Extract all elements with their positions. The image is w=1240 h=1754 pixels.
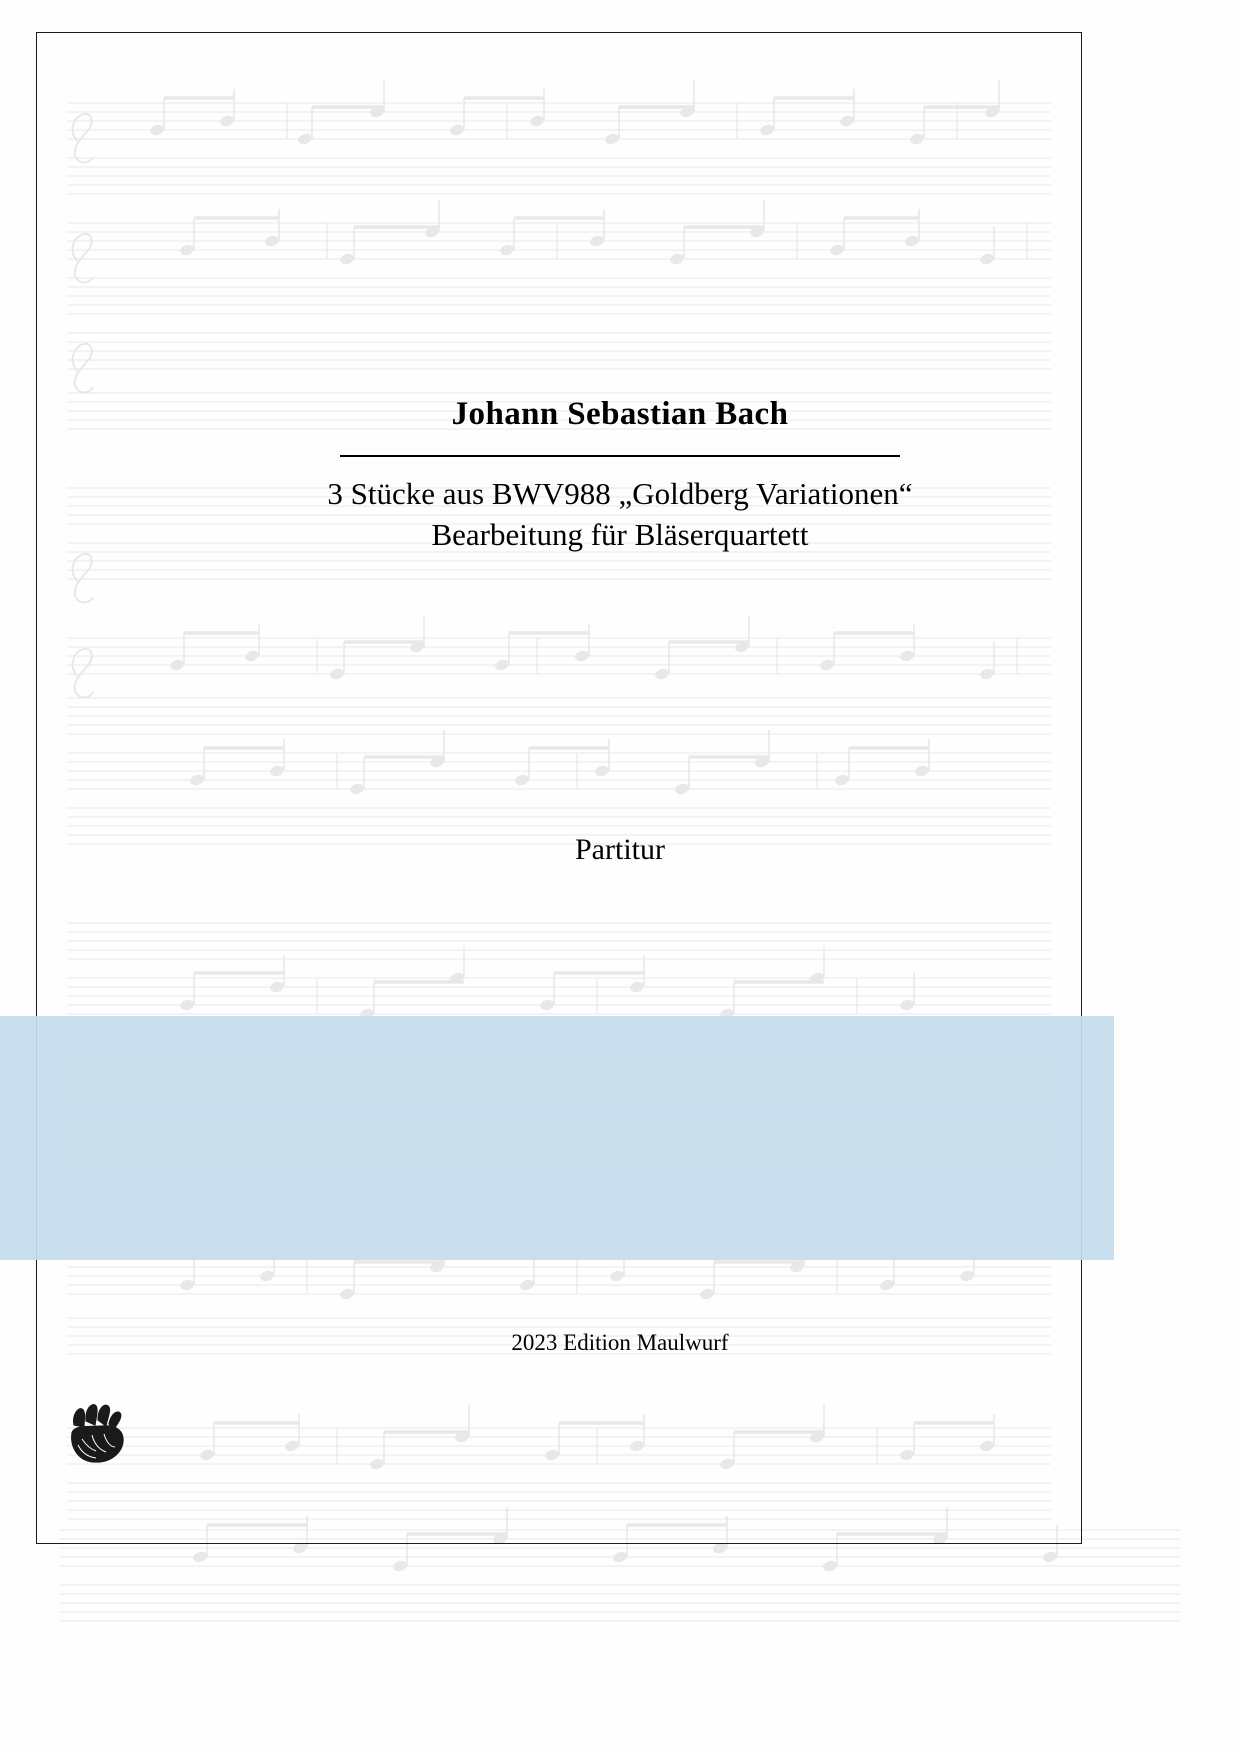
title-block	[0, 396, 1240, 555]
work-title: 3 Stücke aus BWV988 „Goldberg Variationen“	[327, 475, 913, 511]
mole-paw-icon	[60, 1395, 138, 1473]
publisher-line: 2023 Edition Maulwurf	[511, 1330, 729, 1355]
work-subtitle: Bearbeitung für Bläserquartett	[431, 517, 809, 553]
page-frame	[36, 32, 1082, 1544]
title-divider	[340, 455, 900, 457]
score-type-label: Partitur	[575, 833, 665, 866]
composer-name: Johann Sebastian Bach	[451, 396, 789, 432]
